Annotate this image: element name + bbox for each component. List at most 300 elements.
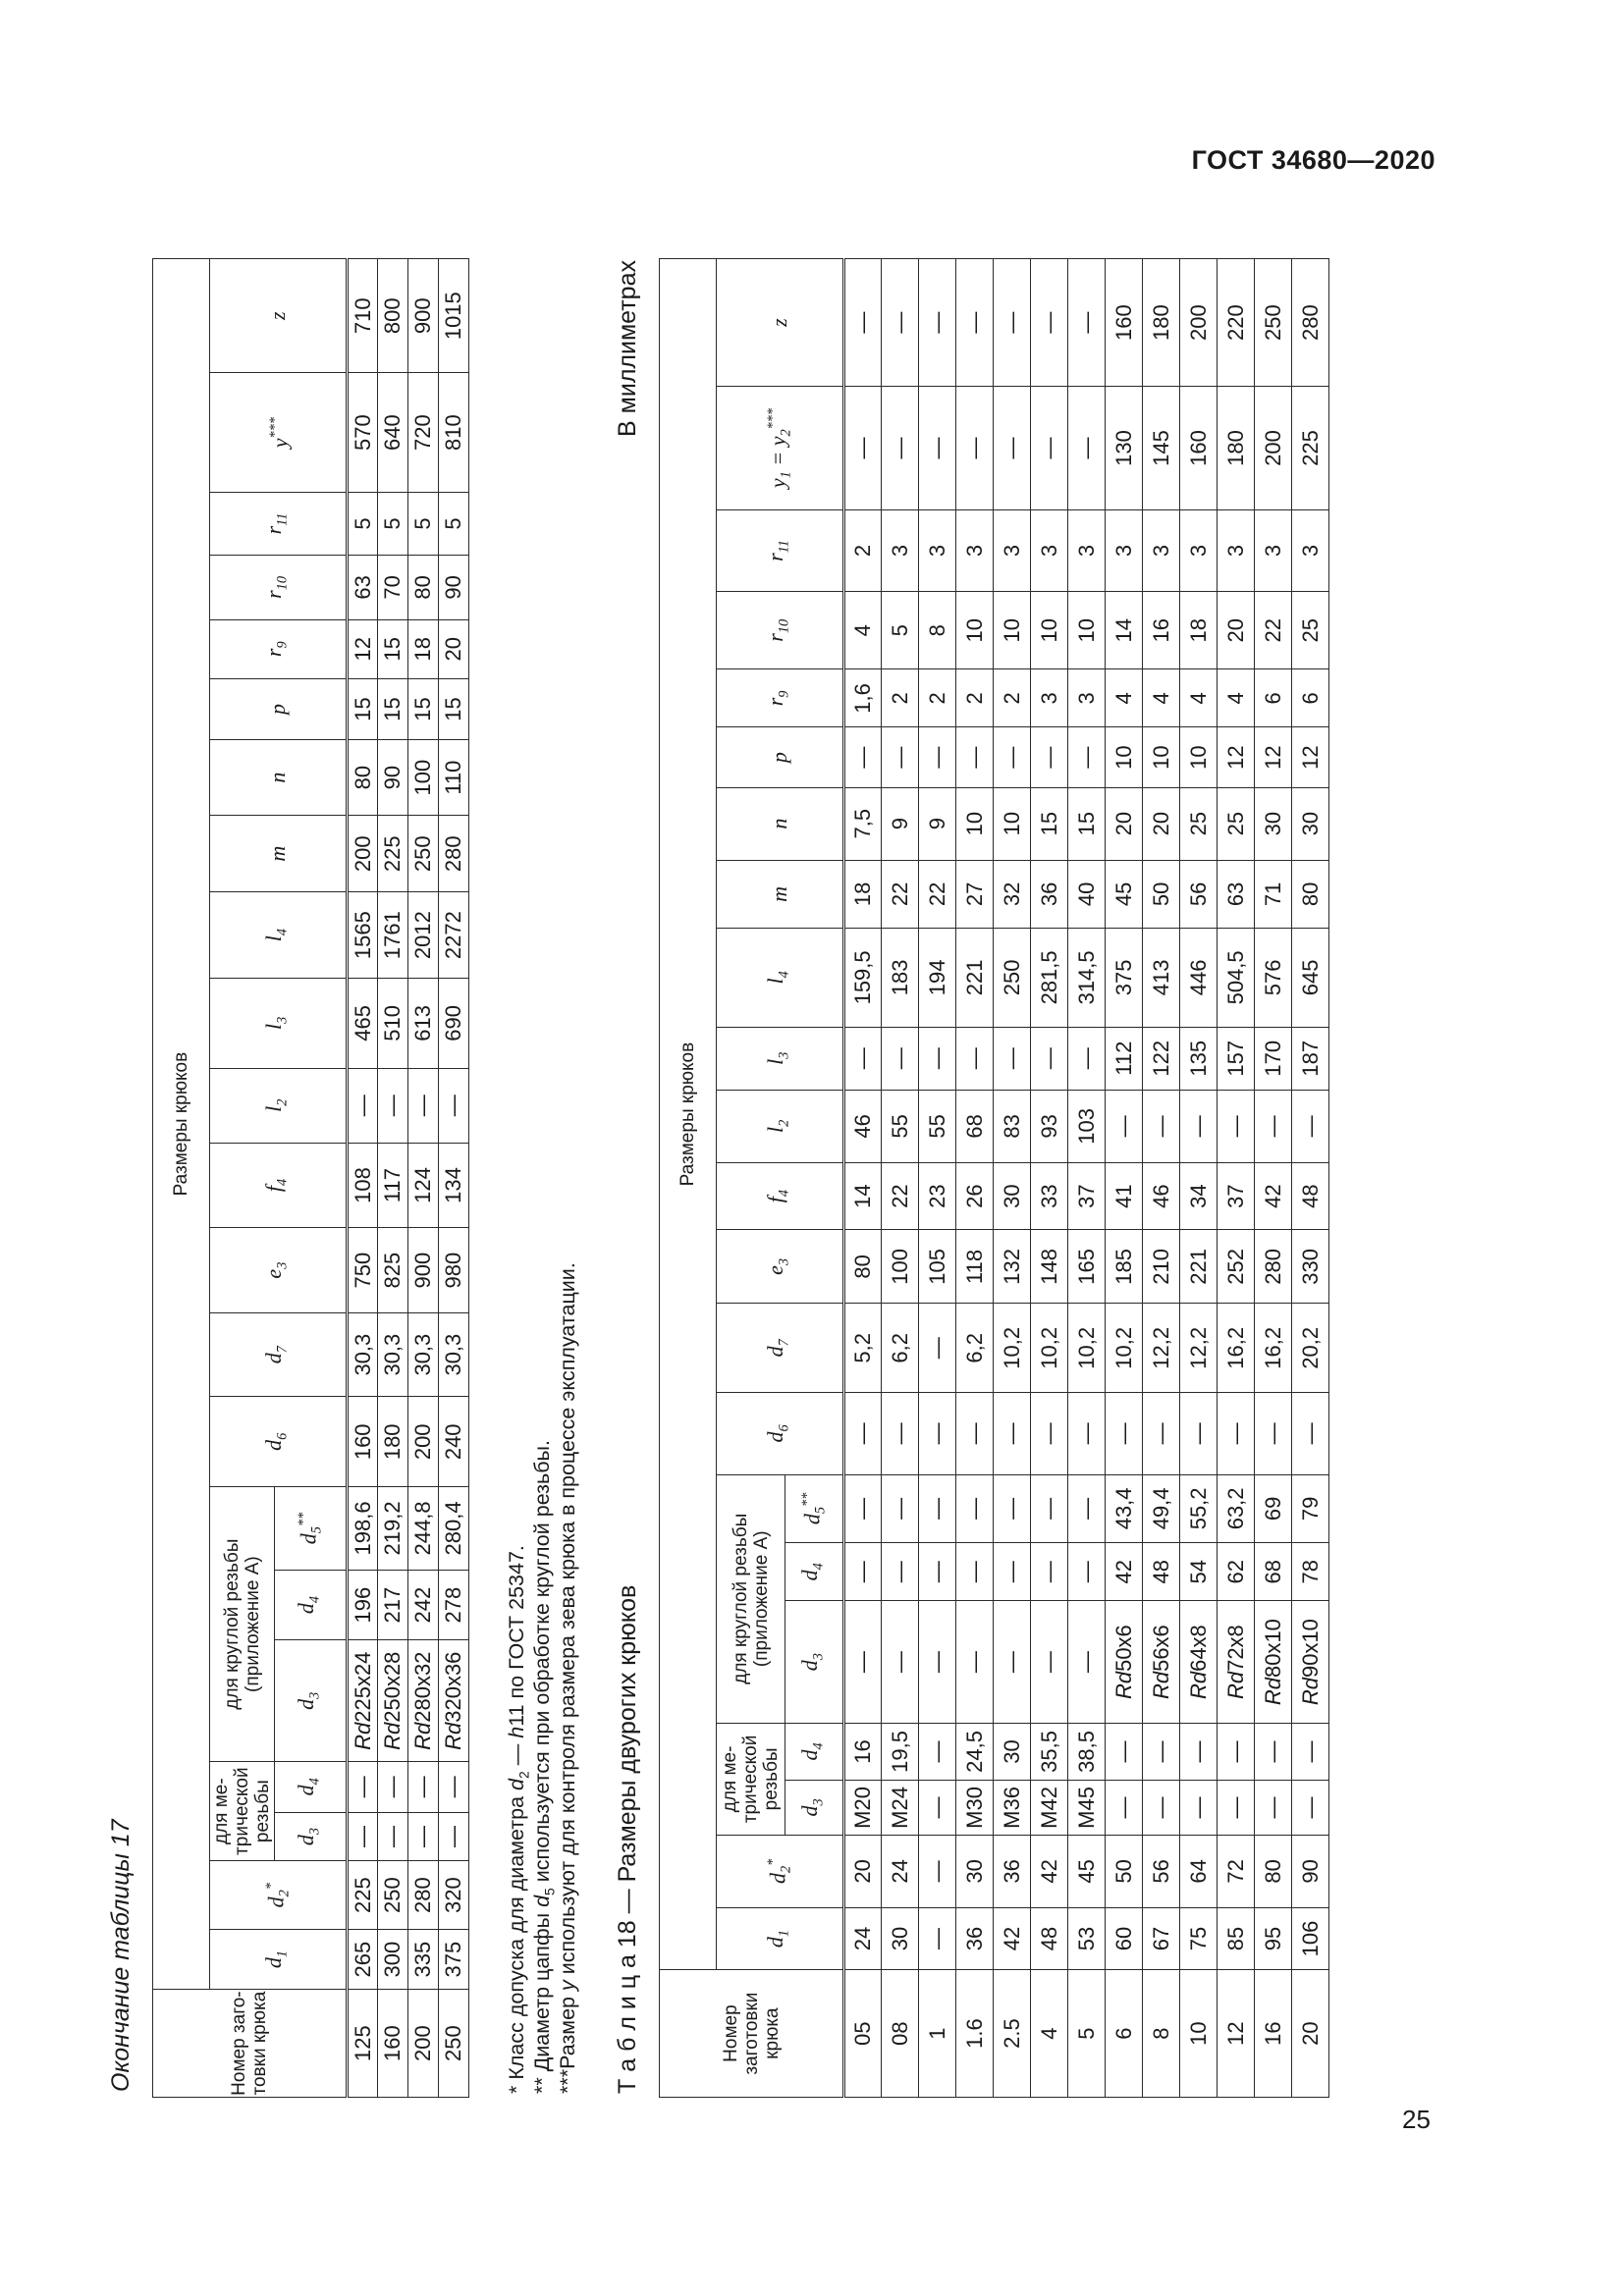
table-cell: —: [1180, 1393, 1218, 1474]
table-cell: 3: [919, 509, 956, 591]
table-cell: 12: [1255, 727, 1292, 787]
table-cell: Rd72x8: [1218, 1601, 1255, 1724]
table-cell: 6: [1106, 1970, 1143, 2098]
table-cell: 42: [1031, 1835, 1068, 1907]
table-cell: Rd250x28: [378, 1640, 408, 1762]
table-cell: 250: [994, 929, 1031, 1027]
col-l3: $l_3$: [717, 1027, 844, 1090]
table-cell: —: [956, 387, 994, 510]
table-cell: 14: [844, 1162, 882, 1230]
table-cell: 6,2: [956, 1304, 994, 1393]
table-cell: 690: [439, 978, 469, 1068]
table-cell: 10: [1180, 727, 1218, 787]
table-cell: 10: [956, 787, 994, 860]
table-cell: 18: [408, 619, 439, 678]
table-cell: 55: [919, 1090, 956, 1162]
table-cell: —: [1031, 387, 1068, 510]
table-cell: 221: [1180, 1230, 1218, 1304]
table-cell: 265: [348, 1929, 378, 1989]
table-cell: —: [1106, 1393, 1143, 1474]
table-cell: 640: [378, 373, 408, 492]
col-e3: $e_3$: [210, 1228, 348, 1313]
table-cell: 80: [408, 556, 439, 619]
col-e3: $e_3$: [717, 1230, 844, 1304]
col-r10: $r_{10}$: [717, 592, 844, 669]
table-cell: —: [994, 1543, 1031, 1601]
table-cell: 314,5: [1068, 929, 1106, 1027]
table-cell: —: [1143, 1393, 1180, 1474]
table-cell: 10,2: [994, 1304, 1031, 1393]
table-cell: 10: [994, 787, 1031, 860]
table-row: [348, 259, 378, 2098]
table-cell: M24: [882, 1780, 919, 1835]
table-cell: 30: [882, 1907, 919, 1969]
table-row: [1143, 259, 1180, 2098]
table-cell: —: [1218, 1780, 1255, 1835]
table-cell: —: [919, 259, 956, 387]
col-group-sizes: Размеры крюков: [153, 259, 210, 1990]
table17-caption: Окончание таблицы 17: [107, 1819, 135, 2092]
table-cell: 32: [994, 860, 1031, 929]
table-cell: 180: [1218, 387, 1255, 510]
table-cell: Rd80x10: [1255, 1601, 1292, 1724]
table-cell: 183: [882, 929, 919, 1027]
table-cell: —: [1292, 1780, 1329, 1835]
table-cell: 08: [882, 1970, 919, 2098]
table-cell: 12,2: [1180, 1304, 1218, 1393]
table-cell: 90: [1292, 1835, 1329, 1907]
col-hook-number: Номер заготовки крюка: [660, 1970, 844, 2098]
table-cell: —: [408, 1068, 439, 1143]
standard-id: ГОСТ 34680—2020: [1191, 145, 1435, 175]
col-r9: $r_9$: [717, 669, 844, 727]
table-cell: 46: [844, 1090, 882, 1162]
table-cell: 225: [378, 816, 408, 892]
table-cell: 210: [1143, 1230, 1180, 1304]
table17-note-2: ** Диаметр цапфы $d_5$ используется при обработке круглой резьбы.: [530, 1440, 558, 2094]
table-cell: 504,5: [1218, 929, 1255, 1027]
table-cell: 49,4: [1143, 1474, 1180, 1543]
table-cell: 217: [378, 1570, 408, 1640]
table-cell: 300: [378, 1929, 408, 1989]
table-cell: —: [439, 1068, 469, 1143]
table-cell: 46: [1143, 1162, 1180, 1230]
table-cell: 250: [439, 1990, 469, 2098]
table-cell: 50: [1106, 1835, 1143, 1907]
table-cell: —: [408, 1812, 439, 1861]
table-cell: 100: [882, 1230, 919, 1304]
col-d3-metric: $d_3$: [275, 1812, 348, 1861]
table-cell: 9: [919, 787, 956, 860]
table-cell: 117: [378, 1143, 408, 1228]
table-cell: —: [882, 1393, 919, 1474]
table-cell: M30: [956, 1780, 994, 1835]
table18-body: [844, 259, 1329, 2098]
table-cell: —: [844, 1543, 882, 1601]
table-cell: 3: [1292, 509, 1329, 591]
table-cell: —: [1031, 1027, 1068, 1090]
table-cell: 825: [378, 1228, 408, 1313]
col-hook-number: Номер заго- товки крюка: [153, 1990, 348, 2098]
col-l2: $l_2$: [717, 1090, 844, 1162]
table-cell: —: [1031, 727, 1068, 787]
table-cell: 20: [844, 1835, 882, 1907]
table-cell: —: [1031, 1393, 1068, 1474]
col-n: n: [210, 740, 348, 816]
table-cell: 1,6: [844, 669, 882, 727]
table-cell: 810: [439, 373, 469, 492]
table18-units: В миллиметрах: [614, 260, 641, 437]
table-cell: 5: [348, 492, 378, 555]
table-cell: —: [882, 1543, 919, 1601]
table-cell: 85: [1218, 1907, 1255, 1969]
table-cell: 185: [1106, 1230, 1143, 1304]
table-cell: 54: [1180, 1543, 1218, 1601]
col-d4-metric: $d_4$: [275, 1761, 348, 1812]
table-cell: 3: [1106, 509, 1143, 591]
table-cell: 95: [1255, 1907, 1292, 1969]
table-cell: 69: [1255, 1474, 1292, 1543]
col-l4: $l_4$: [717, 929, 844, 1027]
table-cell: 4: [1106, 669, 1143, 727]
table-cell: Rd90x10: [1292, 1601, 1329, 1724]
table-cell: 280: [439, 816, 469, 892]
table-cell: 10: [956, 592, 994, 669]
table-cell: 280: [1255, 1230, 1292, 1304]
table-cell: 3: [1031, 669, 1068, 727]
table-cell: 30,3: [408, 1312, 439, 1397]
table-cell: 37: [1068, 1162, 1106, 1230]
table-cell: 110: [439, 740, 469, 816]
table-cell: —: [1218, 1393, 1255, 1474]
table-cell: —: [1068, 1601, 1106, 1724]
table-cell: 225: [348, 1861, 378, 1930]
table-cell: 280,4: [439, 1487, 469, 1570]
table-cell: —: [1218, 1723, 1255, 1780]
table-cell: —: [844, 259, 882, 387]
table-cell: 250: [408, 816, 439, 892]
table-cell: 12: [348, 619, 378, 678]
table-cell: M42: [1031, 1780, 1068, 1835]
table-cell: 112: [1106, 1027, 1143, 1090]
rotated-content: [105, 221, 1484, 2098]
table-cell: —: [408, 1761, 439, 1812]
table-row: [844, 259, 882, 2098]
table-cell: —: [439, 1812, 469, 1861]
table-cell: 40: [1068, 860, 1106, 929]
table-cell: 30,3: [439, 1312, 469, 1397]
col-r9: $r_9$: [210, 619, 348, 678]
table-cell: 1015: [439, 259, 469, 373]
col-group-round: для круглой резьбы (приложение А): [717, 1474, 785, 1723]
table-cell: 25: [1292, 592, 1329, 669]
table-cell: 196: [348, 1570, 378, 1640]
table-cell: 80: [348, 740, 378, 816]
table-cell: 20,2: [1292, 1304, 1329, 1393]
table-cell: Rd280x32: [408, 1640, 439, 1762]
table-cell: —: [378, 1812, 408, 1861]
table-cell: 5,2: [844, 1304, 882, 1393]
table-cell: 5: [439, 492, 469, 555]
table-cell: —: [1143, 1780, 1180, 1835]
table-cell: —: [1106, 1090, 1143, 1162]
table-cell: 41: [1106, 1162, 1143, 1230]
table-cell: 200: [348, 816, 378, 892]
table-cell: —: [1068, 727, 1106, 787]
table-cell: 27: [956, 860, 994, 929]
table-cell: 43,4: [1106, 1474, 1143, 1543]
table-cell: 15: [439, 678, 469, 739]
table-cell: 5: [882, 592, 919, 669]
table-cell: 220: [1218, 259, 1255, 387]
table-cell: 145: [1143, 387, 1180, 510]
table-cell: —: [994, 259, 1031, 387]
table-cell: 75: [1180, 1907, 1218, 1969]
col-group-round: для круглой резьбы (приложение А): [210, 1487, 275, 1762]
table-cell: 70: [378, 556, 408, 619]
table-cell: —: [919, 1723, 956, 1780]
table-cell: —: [1255, 1393, 1292, 1474]
table-cell: 135: [1180, 1027, 1218, 1090]
table-cell: 45: [1068, 1835, 1106, 1907]
table-cell: —: [919, 1304, 956, 1393]
table-cell: 3: [1068, 509, 1106, 591]
table-cell: —: [1068, 1027, 1106, 1090]
table-cell: 3: [1031, 509, 1068, 591]
col-d7: $d_7$: [717, 1304, 844, 1393]
table-cell: 4: [1143, 669, 1180, 727]
table-cell: —: [378, 1068, 408, 1143]
table-cell: 10,2: [1068, 1304, 1106, 1393]
table-cell: 2: [882, 669, 919, 727]
col-r10: $r_{10}$: [210, 556, 348, 619]
table-cell: 3: [1180, 509, 1218, 591]
table-cell: 124: [408, 1143, 439, 1228]
table-cell: —: [1255, 1090, 1292, 1162]
col-m: m: [717, 860, 844, 929]
table-cell: —: [1031, 259, 1068, 387]
table-cell: 613: [408, 978, 439, 1068]
table-cell: 710: [348, 259, 378, 373]
table-cell: —: [1255, 1780, 1292, 1835]
table-cell: 200: [1180, 259, 1218, 387]
col-d6: $d_6$: [210, 1397, 348, 1487]
table-cell: 720: [408, 373, 439, 492]
table-cell: Rd50x6: [1106, 1601, 1143, 1724]
table-cell: 55: [882, 1090, 919, 1162]
table-cell: 71: [1255, 860, 1292, 929]
table-cell: 20: [439, 619, 469, 678]
table-cell: —: [919, 1835, 956, 1907]
table-cell: 4: [1031, 1970, 1068, 2098]
table-cell: —: [994, 387, 1031, 510]
table-cell: 38,5: [1068, 1723, 1106, 1780]
table-cell: 132: [994, 1230, 1031, 1304]
table-cell: 105: [919, 1230, 956, 1304]
table-row: [1218, 259, 1255, 2098]
table-cell: —: [378, 1761, 408, 1812]
table-cell: 278: [439, 1570, 469, 1640]
table-row: [408, 259, 439, 2098]
table-cell: 25: [1180, 787, 1218, 860]
table-cell: 2: [919, 669, 956, 727]
table-cell: 800: [378, 259, 408, 373]
table-cell: —: [882, 1601, 919, 1724]
table-cell: 56: [1180, 860, 1218, 929]
table-cell: 10: [1143, 727, 1180, 787]
col-d2: $d_2^*$: [717, 1835, 844, 1907]
table-cell: —: [919, 727, 956, 787]
table-cell: —: [882, 1474, 919, 1543]
table-cell: 1565: [348, 892, 378, 979]
col-d6: $d_6$: [717, 1393, 844, 1474]
table-cell: —: [956, 1474, 994, 1543]
table-cell: 26: [956, 1162, 994, 1230]
table-cell: M36: [994, 1780, 1031, 1835]
table-cell: —: [1068, 387, 1106, 510]
table-cell: 90: [439, 556, 469, 619]
table-row: [1180, 259, 1218, 2098]
table-cell: 980: [439, 1228, 469, 1313]
table-cell: 80: [1255, 1835, 1292, 1907]
table-cell: —: [994, 1474, 1031, 1543]
table-cell: 9: [882, 787, 919, 860]
table-row: [956, 259, 994, 2098]
table-cell: —: [844, 1393, 882, 1474]
col-d1: $d_1$: [717, 1907, 844, 1969]
table-cell: 170: [1255, 1027, 1292, 1090]
col-group-metric: для ме- трической резьбы: [717, 1723, 785, 1835]
table-cell: —: [348, 1812, 378, 1861]
table-cell: 68: [1255, 1543, 1292, 1601]
table-cell: 750: [348, 1228, 378, 1313]
table-cell: 24: [882, 1835, 919, 1907]
table-cell: 30,3: [378, 1312, 408, 1397]
table-row: [1292, 259, 1329, 2098]
col-z: z: [210, 259, 348, 373]
table-cell: 3: [1068, 669, 1106, 727]
table-cell: —: [994, 1601, 1031, 1724]
table-cell: 90: [378, 740, 408, 816]
table-cell: 645: [1292, 929, 1329, 1027]
table-cell: 42: [1106, 1543, 1143, 1601]
table-cell: 250: [1255, 259, 1292, 387]
table-cell: 24: [844, 1907, 882, 1969]
table-cell: 2: [844, 509, 882, 591]
col-z: z: [717, 259, 844, 387]
table-cell: 576: [1255, 929, 1292, 1027]
table-cell: 63: [348, 556, 378, 619]
col-n: n: [717, 787, 844, 860]
table-row: [378, 259, 408, 2098]
table-cell: —: [1143, 1090, 1180, 1162]
table-cell: 446: [1180, 929, 1218, 1027]
table-cell: 900: [408, 259, 439, 373]
table-cell: —: [844, 387, 882, 510]
table-cell: 4: [1180, 669, 1218, 727]
table-cell: 5: [1068, 1970, 1106, 2098]
table17-note-1: * Класс допуска для диаметра $d_2$ — h11 по ГОСТ 25347.: [505, 1545, 532, 2094]
table-cell: Rd225x24: [348, 1640, 378, 1762]
table-cell: —: [919, 1474, 956, 1543]
table-cell: —: [919, 1601, 956, 1724]
table-cell: 108: [348, 1143, 378, 1228]
table-cell: —: [1068, 259, 1106, 387]
col-group-metric: для ме- трической резьбы: [210, 1761, 275, 1860]
table-cell: 78: [1292, 1543, 1329, 1601]
table-cell: 280: [408, 1861, 439, 1930]
table-cell: 15: [408, 678, 439, 739]
table-cell: 67: [1143, 1907, 1180, 1969]
table-cell: 15: [378, 619, 408, 678]
table-cell: 160: [1106, 259, 1143, 387]
table-cell: —: [844, 1601, 882, 1724]
table-cell: 12: [1292, 727, 1329, 787]
table-cell: —: [1143, 1723, 1180, 1780]
table-cell: —: [1218, 1090, 1255, 1162]
table-cell: 200: [408, 1990, 439, 2098]
table-cell: —: [994, 727, 1031, 787]
col-d7: $d_7$: [210, 1312, 348, 1397]
table-cell: —: [1068, 1474, 1106, 1543]
col-d4-round: $d_4$: [785, 1543, 844, 1601]
table-cell: 3: [956, 509, 994, 591]
table-cell: —: [1031, 1601, 1068, 1724]
col-r11: $r_{11}$: [717, 509, 844, 591]
table-cell: 280: [1292, 259, 1329, 387]
table-cell: —: [994, 1027, 1031, 1090]
col-y: y***: [210, 373, 348, 492]
table-cell: 50: [1143, 860, 1180, 929]
table-cell: 122: [1143, 1027, 1180, 1090]
table-cell: 3: [1218, 509, 1255, 591]
table-cell: —: [919, 1393, 956, 1474]
table-cell: 187: [1292, 1027, 1329, 1090]
table-cell: Rd64x8: [1180, 1601, 1218, 1724]
table-cell: 56: [1143, 1835, 1180, 1907]
table-cell: 48: [1143, 1543, 1180, 1601]
col-l2: $l_2$: [210, 1068, 348, 1143]
table-cell: 157: [1218, 1027, 1255, 1090]
table-row: [1255, 259, 1292, 2098]
table-cell: —: [956, 259, 994, 387]
table-cell: 63,2: [1218, 1474, 1255, 1543]
table-cell: 240: [439, 1397, 469, 1487]
table-cell: 198,6: [348, 1487, 378, 1570]
table-cell: 3: [1143, 509, 1180, 591]
table-cell: 200: [1255, 387, 1292, 510]
table-cell: 8: [1143, 1970, 1180, 2098]
col-f4: $f_4$: [717, 1162, 844, 1230]
table-cell: 10: [1068, 592, 1106, 669]
col-r11: $r_{11}$: [210, 492, 348, 555]
table-cell: —: [844, 727, 882, 787]
table-row: [1106, 259, 1143, 2098]
table17: [152, 258, 469, 2098]
col-f4: $f_4$: [210, 1143, 348, 1228]
table-row: [919, 259, 956, 2098]
table-cell: 05: [844, 1970, 882, 2098]
table-cell: 2: [994, 669, 1031, 727]
table-cell: 375: [1106, 929, 1143, 1027]
table-cell: 55,2: [1180, 1474, 1218, 1543]
table-cell: 15: [1031, 787, 1068, 860]
table-cell: 14: [1106, 592, 1143, 669]
table-cell: 16,2: [1218, 1304, 1255, 1393]
table-cell: 252: [1218, 1230, 1255, 1304]
col-p: p: [717, 727, 844, 787]
table-cell: 80: [844, 1230, 882, 1304]
